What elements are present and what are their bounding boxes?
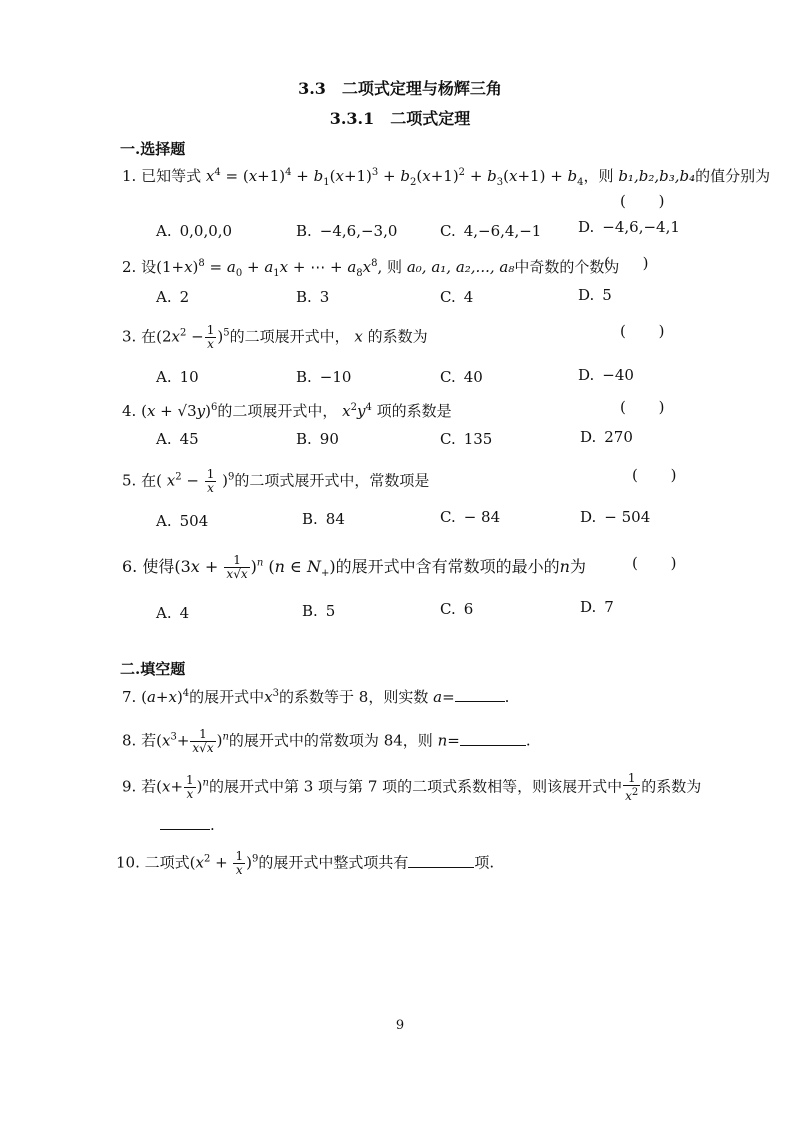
option-d: D. −4,6,−4,1 — [578, 218, 680, 236]
option-a: A. 45 — [156, 430, 199, 448]
page-title: 3.3 二项式定理与杨辉三角 — [298, 79, 502, 98]
option-b: B. 90 — [296, 430, 339, 448]
question-4: 4. $(x + √3y)^6$的二项展开式中， $x^2y^4$ 项的系数是 — [122, 402, 452, 420]
question-7: 7. $(a+x)^4$的展开式中$x^3$的系数等于 8，则实数 a= . — [122, 688, 510, 706]
answer-paren: ( ) — [620, 192, 679, 210]
option-b: B. −4,6,−3,0 — [296, 222, 398, 240]
option-b: B. 3 — [296, 288, 330, 306]
question-6: 6. 使得(3x + $\frac{1}{x√x}$ )$^n$ (n ∈ $N_+$)的展开式中含有常数项的最小的n为 — [122, 553, 586, 581]
option-d: D. 5 — [578, 286, 612, 304]
option-a: A. 4 — [156, 604, 190, 622]
question-9-blank-line: . — [160, 816, 215, 834]
option-c: C. 4 — [440, 288, 474, 306]
fraction: $\frac{1}{x}$ — [206, 467, 215, 495]
fraction: $\frac{1}{x}$ — [186, 773, 194, 801]
answer-paren: ( ) — [604, 254, 663, 272]
option-b: B. 84 — [302, 510, 345, 528]
page-number: 9 — [395, 1018, 405, 1033]
question-number: 10. — [116, 853, 140, 872]
answer-paren: ( ) — [620, 322, 679, 340]
question-10: 10. 二项式($x^2$ + $\frac{1}{x}$ )$^9$的展开式中整式项共有 项. — [116, 849, 495, 877]
fraction: $\frac{1}{x}$ — [206, 323, 215, 351]
question-number: 4. — [122, 402, 137, 420]
option-c: C. 40 — [440, 368, 483, 386]
option-d: D. 7 — [580, 598, 614, 616]
question-1: 1. 已知等式 $x^4 = (x+1)^4 + b_1(x+1)^3 + b_2(x+1)^2 + b_3(x+1) + b_4$，则 b₁,b₂,b₃,b₄的值分别为 — [122, 167, 771, 188]
question-2: 2. 设$(1+x)^8 = a_0 + a_1x$ + ⋯ + $a_8x^8$, 则 a₀, a₁, a₂,..., a₈中奇数的个数为 — [122, 258, 620, 279]
question-number: 3. — [122, 327, 137, 346]
option-a: A. 10 — [156, 368, 199, 386]
answer-blank[interactable] — [160, 817, 210, 830]
option-a: A. 0,0,0,0 — [156, 222, 233, 240]
option-c: C. 6 — [440, 600, 474, 618]
option-b: B. −10 — [296, 368, 352, 386]
option-c: C. 4,−6,4,−1 — [440, 222, 542, 240]
answer-blank[interactable] — [408, 855, 474, 868]
option-c: C. − 84 — [440, 508, 501, 526]
question-number: 1. — [122, 167, 137, 185]
question-number: 6. — [122, 557, 138, 576]
fraction: $\frac{1}{x^2}$ — [625, 771, 639, 803]
option-d: D. 270 — [580, 428, 633, 446]
option-d: D. − 504 — [580, 508, 651, 526]
fraction: $\frac{1}{x√x}$ — [192, 727, 214, 755]
answer-paren: ( ) — [632, 466, 691, 484]
question-9: 9. 若(x+ $\frac{1}{x}$ )$^n$的展开式中第 3 项与第 7 项的二项式系数相等，则该展开式中 $\frac{1}{x^2}$ 的系数为 — [122, 771, 702, 803]
option-d: D. −40 — [578, 366, 634, 384]
question-number: 5. — [122, 471, 137, 490]
option-c: C. 135 — [440, 430, 493, 448]
question-8: 8. 若($x^3+$ $\frac{1}{x√x}$ )$^n$的展开式中的常数项为 84，则 n= . — [122, 727, 531, 755]
question-number: 9. — [122, 777, 137, 796]
option-a: A. 504 — [156, 512, 209, 530]
option-a: A. 2 — [156, 288, 190, 306]
answer-blank[interactable] — [460, 733, 526, 746]
answer-paren: ( ) — [632, 554, 691, 572]
section-fill-heading: 二.填空题 — [120, 660, 186, 678]
fraction: $\frac{1}{x}$ — [235, 849, 244, 877]
question-5: 5. 在( $x^2$ − $\frac{1}{x}$ )$^9$的二项式展开式中，常数项是 — [122, 467, 430, 495]
page-subtitle: 3.3.1 二项式定理 — [329, 109, 471, 128]
fraction: $\frac{1}{x√x}$ — [226, 553, 248, 581]
answer-paren: ( ) — [620, 398, 679, 416]
answer-blank[interactable] — [455, 689, 505, 702]
question-number: 8. — [122, 731, 137, 750]
option-b: B. 5 — [302, 602, 336, 620]
section-choice-heading: 一.选择题 — [120, 140, 186, 158]
question-3: 3. 在($2x^2$ − $\frac{1}{x}$ )$^5$的二项展开式中， x 的系数为 — [122, 323, 428, 351]
question-number: 7. — [122, 688, 137, 706]
question-number: 2. — [122, 258, 137, 276]
